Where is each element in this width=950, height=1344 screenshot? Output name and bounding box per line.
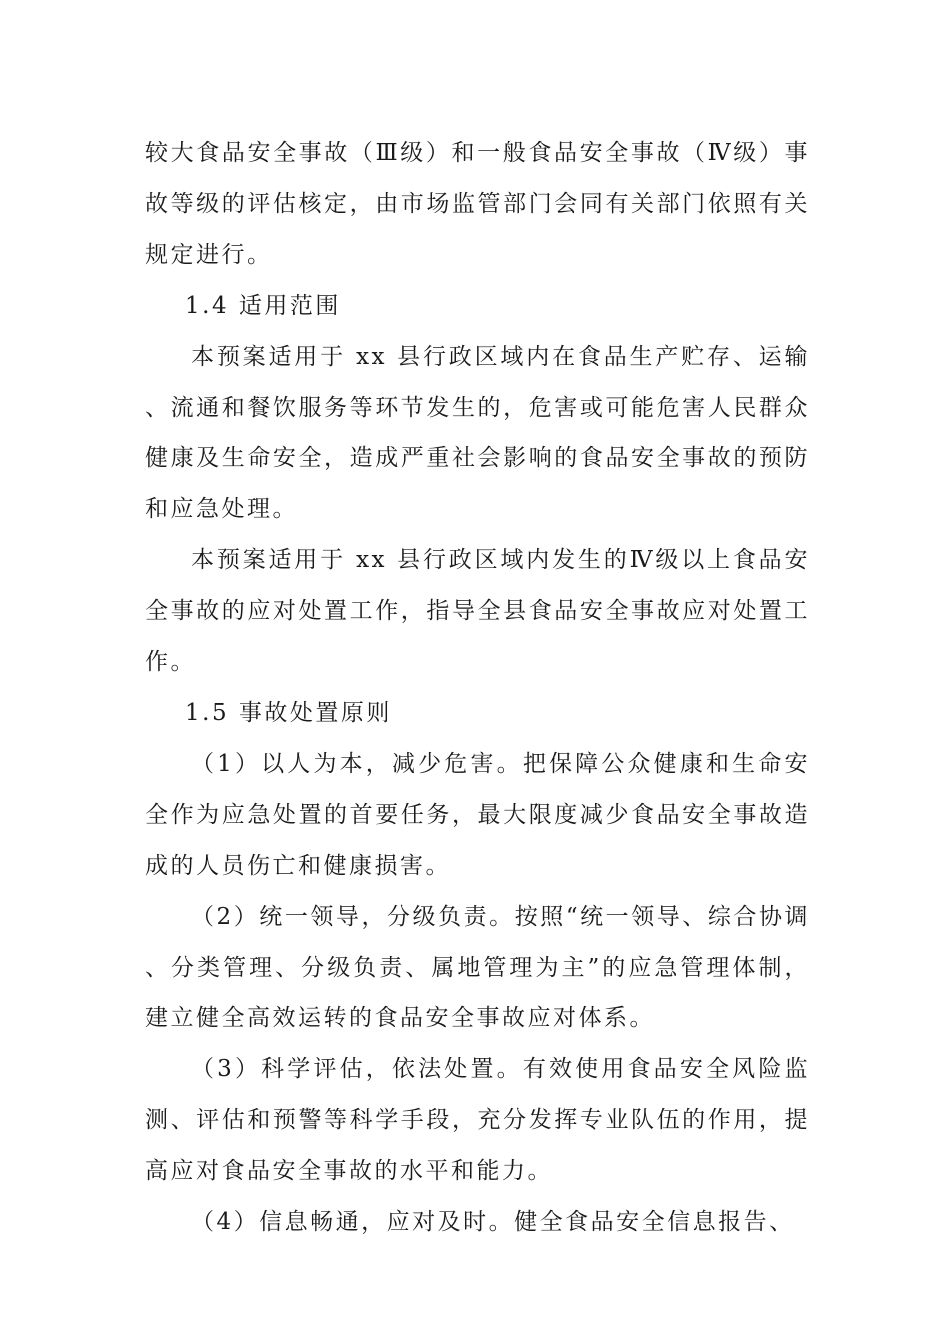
section-heading-principles: 1.5 事故处置原则 (185, 699, 392, 726)
section-heading-scope: 1.4 适用范围 (185, 292, 341, 319)
paragraph-principle-1: （1）以人为本，减少危害。把保障公众健康和生命安全作为应急处置的首要任务，最大限度减少食品安全事故造成的人员伤亡和健康损害。 (145, 750, 810, 879)
paragraph-principle-3: （3）科学评估，依法处置。有效使用食品安全风险监测、评估和预警等科学手段，充分发挥专业队伍的作用，提高应对食品安全事故的水平和能力。 (145, 1056, 810, 1185)
paragraph-principle-4: （4）信息畅通，应对及时。健全食品安全信息报告、 (191, 1209, 795, 1236)
paragraph-principle-2: （2）统一领导，分级负责。按照“统一领导、综合协调、分类管理、分级负责、属地管理为主”的应急管理体制，建立健全高效运转的食品安全事故应对体系。 (145, 903, 810, 1032)
paragraph-scope-2: 本预案适用于 xx 县行政区域内发生的Ⅳ级以上食品安全事故的应对处置工作，指导全县食品安全事故应对处置工作。 (145, 547, 810, 676)
paragraph-scope-1: 本预案适用于 xx 县行政区域内在食品生产贮存、运输、流通和餐饮服务等环节发生的，危害或可能危害人民群众健康及生命安全，造成严重社会影响的食品安全事故的预防和应急处理。 (145, 343, 810, 523)
document-body (145, 128, 810, 1248)
paragraph-grading-continuation: 较大食品安全事故（Ⅲ级）和一般食品安全事故（Ⅳ级）事故等级的评估核定，由市场监管部门会同有关部门依照有关规定进行。 (145, 140, 810, 268)
